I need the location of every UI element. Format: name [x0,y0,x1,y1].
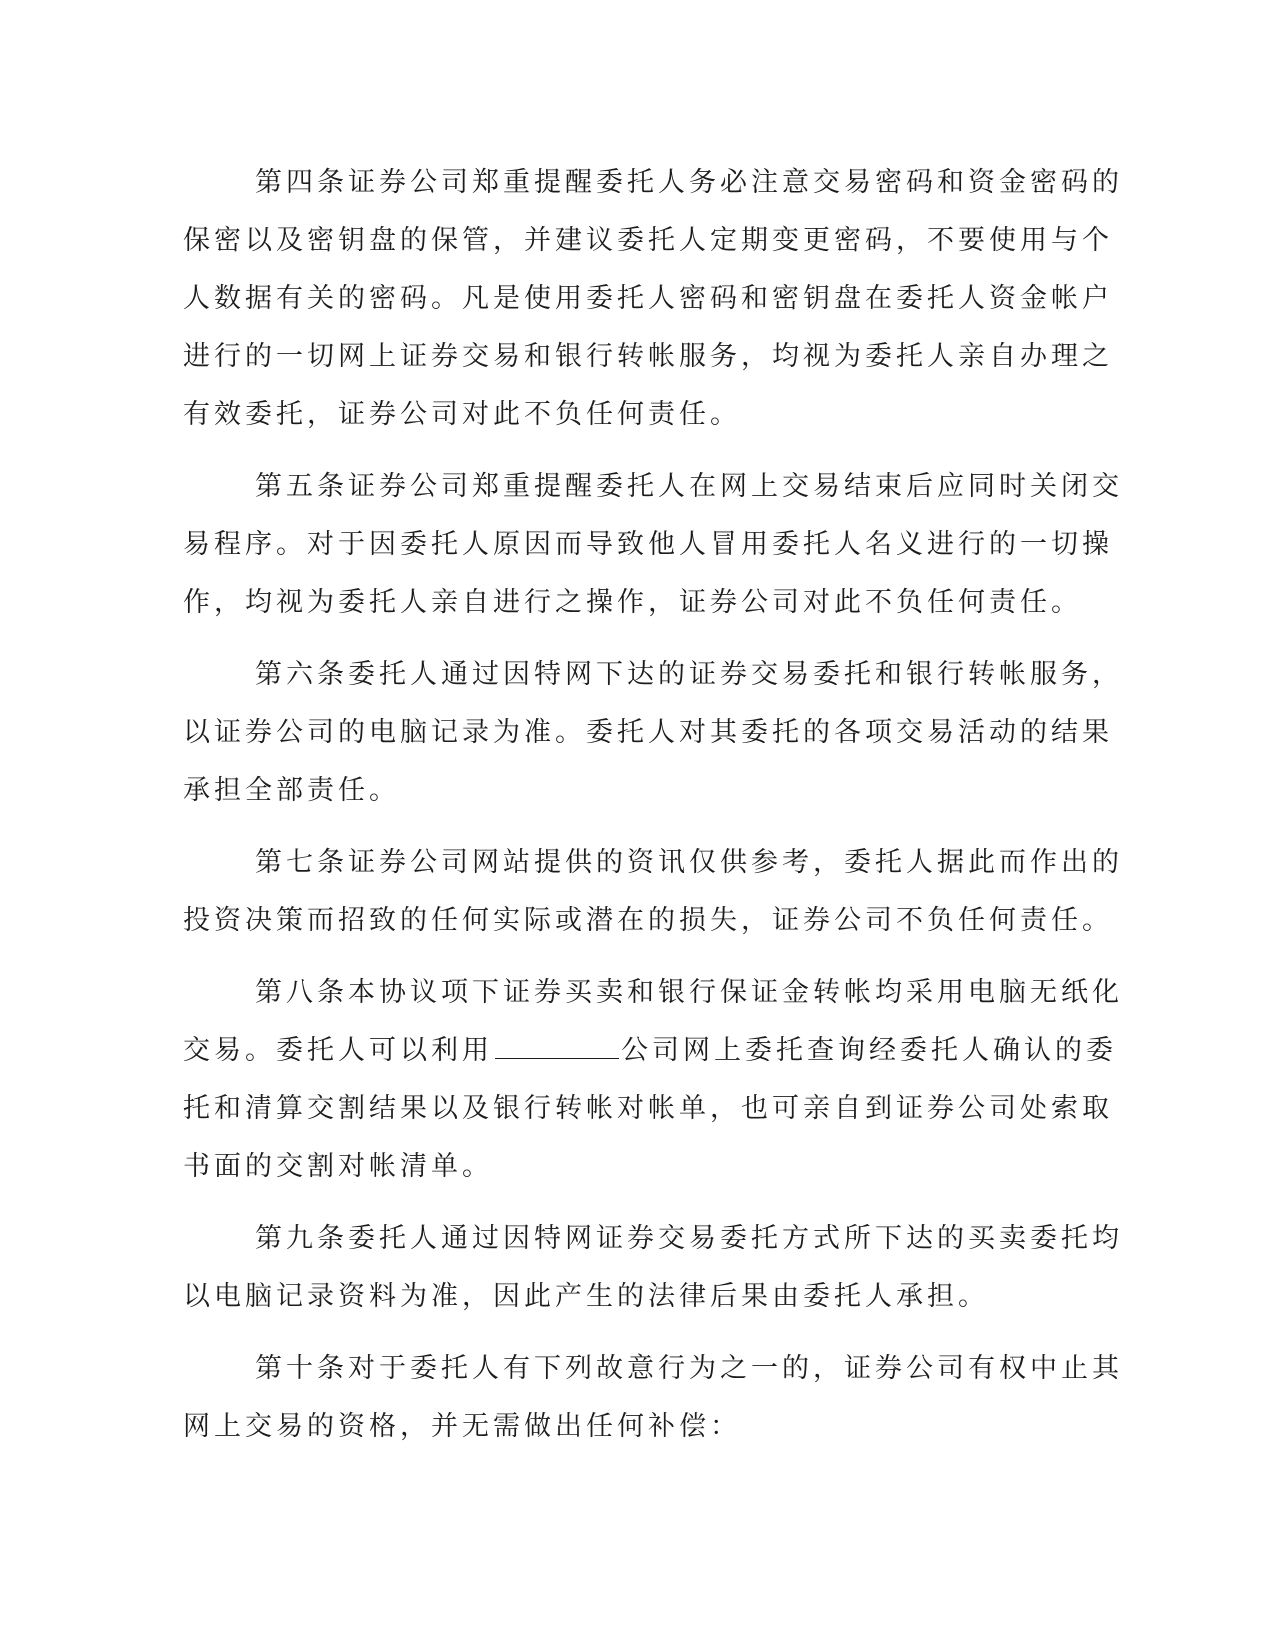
text-line: 进行的一切网上证券交易和银行转帐服务，均视为委托人亲自办理之 [183,341,1113,372]
text-line: 第八条本协议项下证券买卖和银行保证金转帐均采用电脑无纸化 [255,977,1123,1008]
article-8 [183,964,1123,1196]
article-6 [183,646,1123,820]
text-line: 有效委托，证券公司对此不负任何责任。 [183,399,741,430]
document-body [183,154,1123,1470]
text-line: 第五条证券公司郑重提醒委托人在网上交易结束后应同时关闭交 [255,471,1123,502]
text-line: 网上交易的资格，并无需做出任何补偿： [183,1411,741,1442]
text-after-blank: 公司网上委托查询经委托人确认的委 [621,1035,1117,1066]
text-before-blank: 交易。委托人可以利用 [183,1035,493,1066]
text-line: 作，均视为委托人亲自进行之操作，证券公司对此不负任何责任。 [183,587,1082,618]
text-line: 第四条证券公司郑重提醒委托人务必注意交易密码和资金密码的 [255,167,1123,198]
article-4 [183,154,1123,444]
text-line: 保密以及密钥盘的保管，并建议委托人定期变更密码，不要使用与个 [183,225,1113,256]
text-line: 易程序。对于因委托人原因而导致他人冒用委托人名义进行的一切操 [183,529,1113,560]
text-line: 以电脑记录资料为准，因此产生的法律后果由委托人承担。 [183,1281,989,1312]
text-line: 以证券公司的电脑记录为准。委托人对其委托的各项交易活动的结果 [183,717,1113,748]
text-line: 承担全部责任。 [183,775,400,806]
article-5 [183,458,1123,632]
text-line: 第七条证券公司网站提供的资讯仅供参考，委托人据此而作出的 [255,847,1123,878]
text-line-with-blank [183,1022,1117,1080]
text-line: 第六条委托人通过因特网下达的证券交易委托和银行转帐服务， [255,659,1123,690]
article-9 [183,1210,1123,1326]
text-line: 人数据有关的密码。凡是使用委托人密码和密钥盘在委托人资金帐户 [183,283,1113,314]
text-line: 第九条委托人通过因特网证券交易委托方式所下达的买卖委托均 [255,1223,1123,1254]
article-7 [183,834,1123,950]
text-line: 第十条对于委托人有下列故意行为之一的，证券公司有权中止其 [255,1353,1123,1384]
fill-in-blank [495,1036,619,1059]
article-10 [183,1340,1123,1456]
text-line: 书面的交割对帐清单。 [183,1151,493,1182]
text-line: 托和清算交割结果以及银行转帐对帐单，也可亲自到证券公司处索取 [183,1093,1113,1124]
text-line: 投资决策而招致的任何实际或潜在的损失，证券公司不负任何责任。 [183,905,1113,936]
